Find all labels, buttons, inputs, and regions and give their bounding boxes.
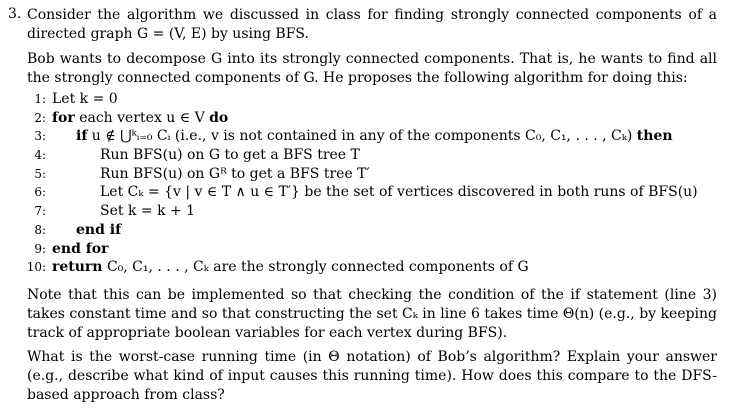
line-number: 6:: [34, 185, 46, 200]
line-number: 9:: [34, 241, 46, 256]
question-prompt: What is the worst-case running time (in Θ notation) of Bob’s algorithm? Explain your answer (e.g., describe what kind of input causes this running time). How does this compare to the DFS-based approach from class?: [27, 349, 717, 403]
algorithm-line: [10, 146, 730, 165]
line-code: [52, 109, 228, 128]
line-code: [52, 90, 118, 109]
keyword: return: [52, 259, 103, 276]
line-number: 5:: [34, 166, 46, 181]
line-number: 1:: [34, 92, 46, 106]
algorithm-line: [10, 165, 730, 184]
line-number: 4:: [34, 148, 46, 163]
line-code: [100, 202, 195, 221]
line-text: C₀, C₁, . . . , Cₖ are the strongly connected components of G: [106, 259, 529, 276]
line-code: [100, 165, 370, 184]
bob-paragraph: Bob wants to decompose G into its strongly connected components. That is, he wants to find all the strongly connected components of G. He proposes the following algorithm for doing this:: [27, 51, 717, 86]
line-code: [100, 183, 698, 202]
algorithm-listing: [10, 90, 730, 277]
keyword: end if: [76, 221, 122, 238]
line-code: [76, 221, 121, 240]
algorithm-line: [10, 109, 730, 128]
keyword: if: [76, 128, 88, 145]
line-number: 7:: [34, 204, 46, 219]
algorithm-line: [10, 202, 730, 221]
line-number: 2:: [34, 110, 46, 125]
line-number: 10:: [26, 260, 46, 275]
keyword: do: [209, 109, 229, 126]
line-number: 3:: [34, 129, 46, 144]
algorithm-line: [10, 90, 730, 109]
line-code: [52, 240, 109, 259]
algorithm-line: [10, 183, 730, 202]
line-code: [100, 146, 360, 165]
question-number: 3.: [8, 6, 22, 22]
implementation-note: Note that this can be implemented so that checking the condition of the if statement (line 3) takes constant time and so that constructing the set Cₖ in line 6 takes time Θ(n) (e.g., by keeping track of appropriate boolean variables for each vertex during BFS).: [27, 287, 717, 341]
keyword: end for: [52, 240, 109, 257]
algorithm-line: [10, 258, 730, 277]
algorithm-line: [10, 127, 730, 146]
line-text: u ∉ ⋃ᵏᵢ₌₀ Cᵢ (i.e., v is not contained in any of the components C₀, C₁, . . . , Cₖ): [91, 128, 633, 145]
line-text: Run BFS(u) on Gᴿ to get a BFS tree T′: [100, 165, 370, 182]
algorithm-line: [10, 240, 730, 259]
keyword: then: [636, 128, 673, 145]
keyword: for: [52, 109, 75, 126]
line-text: Set k = k + 1: [100, 203, 196, 220]
line-text: Run BFS(u) on G to get a BFS tree T: [100, 147, 360, 164]
line-text: each vertex u ∈ V: [79, 109, 205, 126]
line-code: [52, 258, 529, 277]
line-number: 8:: [34, 222, 46, 237]
line-code: [76, 127, 673, 146]
question-intro: Consider the algorithm we discussed in class for finding strongly connected components of a directed graph G = (V, E) by using BFS.: [27, 7, 717, 42]
line-text: Let k = 0: [52, 91, 118, 107]
algorithm-line: [10, 221, 730, 240]
line-text: Let Cₖ = {v | v ∈ T ∧ u ∈ T′} be the set of vertices discovered in both runs of BFS(u): [100, 184, 698, 201]
